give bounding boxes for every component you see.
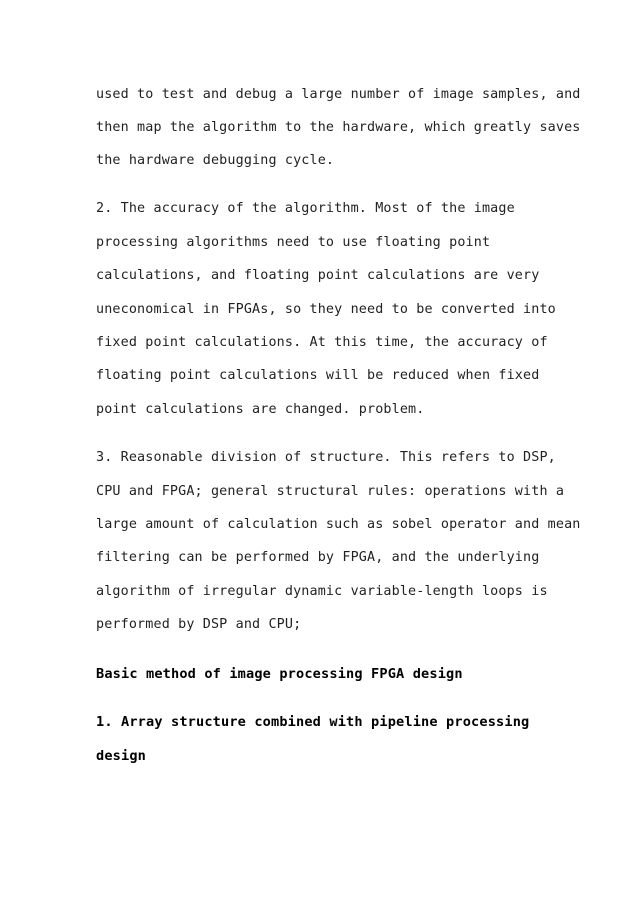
section-heading: Basic method of image processing FPGA design <box>96 666 463 682</box>
text-line: large amount of calculation such as sobel operator and mean <box>96 517 581 532</box>
subheading-line: 1. Array structure combined with pipeline processing <box>96 714 530 730</box>
text-line: used to test and debug a large number of image samples, and <box>96 87 581 102</box>
text-line: then map the algorithm to the hardware, which greatly saves <box>96 120 581 135</box>
text-line: fixed point calculations. At this time, the accuracy of <box>96 335 548 350</box>
text-line: uneconomical in FPGAs, so they need to be converted into <box>96 302 556 317</box>
text-line: 2. The accuracy of the algorithm. Most of the image <box>96 201 515 216</box>
text-line: processing algorithms need to use floating point <box>96 235 491 250</box>
text-line: calculations, and floating point calculations are very <box>96 268 540 283</box>
subheading-line: design <box>96 748 147 764</box>
text-line: algorithm of irregular dynamic variable-length loops is <box>96 584 548 599</box>
text-line: filtering can be performed by FPGA, and the underlying <box>96 550 540 565</box>
text-line: floating point calculations will be reduced when fixed <box>96 368 540 383</box>
text-line: 3. Reasonable division of structure. This refers to DSP, <box>96 450 556 465</box>
text-line: performed by DSP and CPU; <box>96 617 302 632</box>
text-line: the hardware debugging cycle. <box>96 153 335 168</box>
text-line: CPU and FPGA; general structural rules: operations with a <box>96 484 565 499</box>
text-line: point calculations are changed. problem. <box>96 402 425 417</box>
